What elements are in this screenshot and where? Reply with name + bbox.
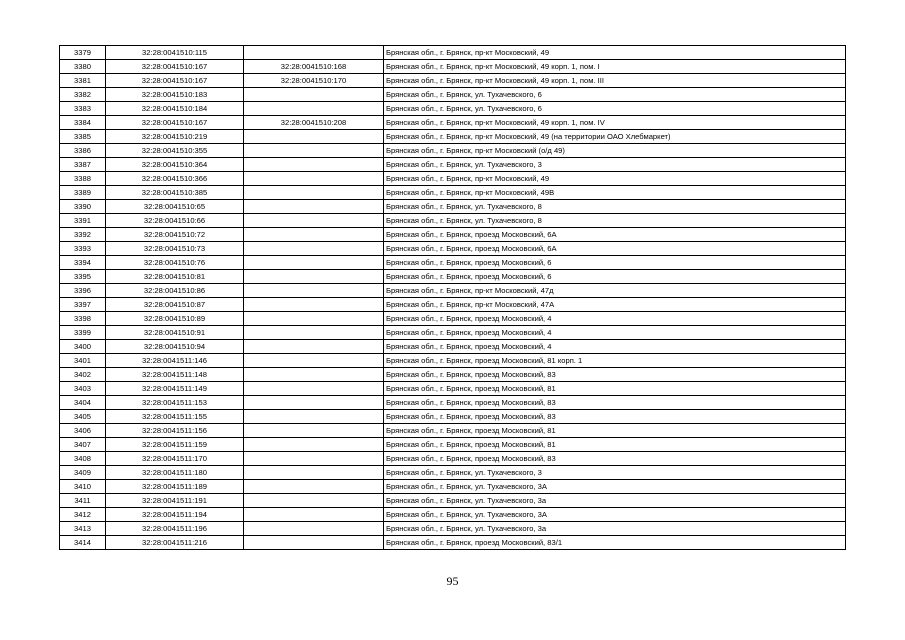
- parent-cadastral-cell: [244, 270, 384, 284]
- table-row: [60, 60, 846, 74]
- cadastral-number-cell: 32:28:0041511:159: [106, 438, 244, 452]
- cadastral-number-cell: 32:28:0041510:219: [106, 130, 244, 144]
- parent-cadastral-cell: [244, 88, 384, 102]
- cadastral-number-cell: 32:28:0041510:65: [106, 200, 244, 214]
- cadastral-number-cell: 32:28:0041511:170: [106, 452, 244, 466]
- parent-cadastral-cell: [244, 242, 384, 256]
- cadastral-number-cell: 32:28:0041511:149: [106, 382, 244, 396]
- address-cell: Брянская обл., г. Брянск, проезд Московский, 81: [384, 438, 846, 452]
- address-cell: Брянская обл., г. Брянск, ул. Тухачевского, 3А: [384, 508, 846, 522]
- parent-cadastral-cell: [244, 46, 384, 60]
- address-cell: Брянская обл., г. Брянск, проезд Московский, 4: [384, 326, 846, 340]
- cadastral-number-cell: 32:28:0041511:191: [106, 494, 244, 508]
- row-number-cell: 3410: [60, 480, 106, 494]
- cadastral-number-cell: 32:28:0041511:156: [106, 424, 244, 438]
- cadastral-number-cell: 32:28:0041511:196: [106, 522, 244, 536]
- address-cell: Брянская обл., г. Брянск, пр-кт Московский, 49 (на территории ОАО Хлебмаркет): [384, 130, 846, 144]
- cadastral-number-cell: 32:28:0041510:183: [106, 88, 244, 102]
- address-cell: Брянская обл., г. Брянск, ул. Тухачевского, 3а: [384, 494, 846, 508]
- address-cell: Брянская обл., г. Брянск, проезд Московский, 83: [384, 396, 846, 410]
- row-number-cell: 3387: [60, 158, 106, 172]
- table-row: [60, 494, 846, 508]
- row-number-cell: 3391: [60, 214, 106, 228]
- address-cell: Брянская обл., г. Брянск, пр-кт Московский, 49: [384, 172, 846, 186]
- address-cell: Брянская обл., г. Брянск, проезд Московский, 81: [384, 382, 846, 396]
- parent-cadastral-cell: 32:28:0041510:168: [244, 60, 384, 74]
- row-number-cell: 3397: [60, 298, 106, 312]
- address-cell: Брянская обл., г. Брянск, ул. Тухачевского, 6: [384, 102, 846, 116]
- table-row: [60, 326, 846, 340]
- table-row: [60, 396, 846, 410]
- row-number-cell: 3398: [60, 312, 106, 326]
- registry-table-body: [60, 46, 846, 550]
- cadastral-number-cell: 32:28:0041510:366: [106, 172, 244, 186]
- row-number-cell: 3411: [60, 494, 106, 508]
- parent-cadastral-cell: [244, 522, 384, 536]
- address-cell: Брянская обл., г. Брянск, проезд Московский, 6: [384, 256, 846, 270]
- row-number-cell: 3383: [60, 102, 106, 116]
- address-cell: Брянская обл., г. Брянск, проезд Московский, 83: [384, 410, 846, 424]
- row-number-cell: 3413: [60, 522, 106, 536]
- cadastral-number-cell: 32:28:0041510:87: [106, 298, 244, 312]
- parent-cadastral-cell: 32:28:0041510:170: [244, 74, 384, 88]
- parent-cadastral-cell: [244, 410, 384, 424]
- cadastral-number-cell: 32:28:0041510:167: [106, 60, 244, 74]
- parent-cadastral-cell: [244, 480, 384, 494]
- address-cell: Брянская обл., г. Брянск, ул. Тухачевского, 8: [384, 200, 846, 214]
- cadastral-number-cell: 32:28:0041511:148: [106, 368, 244, 382]
- parent-cadastral-cell: [244, 284, 384, 298]
- address-cell: Брянская обл., г. Брянск, ул. Тухачевского, 3а: [384, 522, 846, 536]
- parent-cadastral-cell: [244, 326, 384, 340]
- row-number-cell: 3382: [60, 88, 106, 102]
- cadastral-number-cell: 32:28:0041510:81: [106, 270, 244, 284]
- cadastral-number-cell: 32:28:0041510:72: [106, 228, 244, 242]
- address-cell: Брянская обл., г. Брянск, пр-кт Московский, 49В: [384, 186, 846, 200]
- parent-cadastral-cell: [244, 354, 384, 368]
- table-row: [60, 74, 846, 88]
- row-number-cell: 3386: [60, 144, 106, 158]
- address-cell: Брянская обл., г. Брянск, пр-кт Московский (о/д 49): [384, 144, 846, 158]
- row-number-cell: 3408: [60, 452, 106, 466]
- table-row: [60, 46, 846, 60]
- cadastral-number-cell: 32:28:0041511:155: [106, 410, 244, 424]
- parent-cadastral-cell: [244, 452, 384, 466]
- table-row: [60, 102, 846, 116]
- parent-cadastral-cell: [244, 130, 384, 144]
- row-number-cell: 3380: [60, 60, 106, 74]
- cadastral-number-cell: 32:28:0041511:180: [106, 466, 244, 480]
- parent-cadastral-cell: [244, 396, 384, 410]
- row-number-cell: 3381: [60, 74, 106, 88]
- cadastral-number-cell: 32:28:0041511:146: [106, 354, 244, 368]
- parent-cadastral-cell: [244, 424, 384, 438]
- row-number-cell: 3409: [60, 466, 106, 480]
- address-cell: Брянская обл., г. Брянск, ул. Тухачевского, 8: [384, 214, 846, 228]
- cadastral-number-cell: 32:28:0041510:355: [106, 144, 244, 158]
- parent-cadastral-cell: [244, 214, 384, 228]
- parent-cadastral-cell: [244, 312, 384, 326]
- address-cell: Брянская обл., г. Брянск, проезд Московский, 83: [384, 452, 846, 466]
- row-number-cell: 3412: [60, 508, 106, 522]
- row-number-cell: 3404: [60, 396, 106, 410]
- parent-cadastral-cell: [244, 172, 384, 186]
- cadastral-number-cell: 32:28:0041510:167: [106, 74, 244, 88]
- table-row: [60, 228, 846, 242]
- row-number-cell: 3405: [60, 410, 106, 424]
- cadastral-number-cell: 32:28:0041511:194: [106, 508, 244, 522]
- address-cell: Брянская обл., г. Брянск, проезд Московский, 83/1: [384, 536, 846, 550]
- table-row: [60, 466, 846, 480]
- address-cell: Брянская обл., г. Брянск, пр-кт Московский, 47А: [384, 298, 846, 312]
- address-cell: Брянская обл., г. Брянск, ул. Тухачевского, 3: [384, 466, 846, 480]
- address-cell: Брянская обл., г. Брянск, проезд Московский, 81 корп. 1: [384, 354, 846, 368]
- address-cell: Брянская обл., г. Брянск, ул. Тухачевского, 3: [384, 158, 846, 172]
- parent-cadastral-cell: [244, 368, 384, 382]
- address-cell: Брянская обл., г. Брянск, пр-кт Московский, 49 корп. 1, пом. I: [384, 60, 846, 74]
- parent-cadastral-cell: [244, 102, 384, 116]
- cadastral-number-cell: 32:28:0041510:184: [106, 102, 244, 116]
- address-cell: Брянская обл., г. Брянск, ул. Тухачевского, 6: [384, 88, 846, 102]
- cadastral-number-cell: 32:28:0041510:76: [106, 256, 244, 270]
- table-row: [60, 424, 846, 438]
- cadastral-number-cell: 32:28:0041511:153: [106, 396, 244, 410]
- cadastral-number-cell: 32:28:0041510:73: [106, 242, 244, 256]
- table-row: [60, 312, 846, 326]
- parent-cadastral-cell: [244, 200, 384, 214]
- table-row: [60, 410, 846, 424]
- row-number-cell: 3407: [60, 438, 106, 452]
- table-row: [60, 508, 846, 522]
- address-cell: Брянская обл., г. Брянск, ул. Тухачевского, 3А: [384, 480, 846, 494]
- parent-cadastral-cell: [244, 186, 384, 200]
- registry-table: [59, 45, 846, 550]
- table-row: [60, 368, 846, 382]
- table-row: [60, 130, 846, 144]
- table-row: [60, 214, 846, 228]
- address-cell: Брянская обл., г. Брянск, проезд Московский, 6А: [384, 242, 846, 256]
- row-number-cell: 3399: [60, 326, 106, 340]
- row-number-cell: 3395: [60, 270, 106, 284]
- row-number-cell: 3392: [60, 228, 106, 242]
- row-number-cell: 3379: [60, 46, 106, 60]
- row-number-cell: 3388: [60, 172, 106, 186]
- parent-cadastral-cell: [244, 340, 384, 354]
- cadastral-number-cell: 32:28:0041510:94: [106, 340, 244, 354]
- table-row: [60, 242, 846, 256]
- row-number-cell: 3406: [60, 424, 106, 438]
- cadastral-number-cell: 32:28:0041510:91: [106, 326, 244, 340]
- parent-cadastral-cell: 32:28:0041510:208: [244, 116, 384, 130]
- cadastral-number-cell: 32:28:0041510:89: [106, 312, 244, 326]
- address-cell: Брянская обл., г. Брянск, проезд Московский, 6А: [384, 228, 846, 242]
- address-cell: Брянская обл., г. Брянск, проезд Московский, 4: [384, 312, 846, 326]
- parent-cadastral-cell: [244, 438, 384, 452]
- table-row: [60, 270, 846, 284]
- table-row: [60, 480, 846, 494]
- parent-cadastral-cell: [244, 144, 384, 158]
- row-number-cell: 3396: [60, 284, 106, 298]
- table-row: [60, 536, 846, 550]
- parent-cadastral-cell: [244, 494, 384, 508]
- parent-cadastral-cell: [244, 466, 384, 480]
- address-cell: Брянская обл., г. Брянск, пр-кт Московский, 47д: [384, 284, 846, 298]
- table-row: [60, 452, 846, 466]
- table-row: [60, 116, 846, 130]
- parent-cadastral-cell: [244, 228, 384, 242]
- row-number-cell: 3403: [60, 382, 106, 396]
- row-number-cell: 3414: [60, 536, 106, 550]
- table-row: [60, 354, 846, 368]
- table-row: [60, 522, 846, 536]
- address-cell: Брянская обл., г. Брянск, проезд Московский, 81: [384, 424, 846, 438]
- parent-cadastral-cell: [244, 508, 384, 522]
- address-cell: Брянская обл., г. Брянск, проезд Московский, 6: [384, 270, 846, 284]
- row-number-cell: 3385: [60, 130, 106, 144]
- parent-cadastral-cell: [244, 536, 384, 550]
- cadastral-number-cell: 32:28:0041510:385: [106, 186, 244, 200]
- page-number: 95: [446, 574, 459, 588]
- table-row: [60, 88, 846, 102]
- table-row: [60, 256, 846, 270]
- table-row: [60, 144, 846, 158]
- table-row: [60, 186, 846, 200]
- row-number-cell: 3394: [60, 256, 106, 270]
- address-cell: Брянская обл., г. Брянск, пр-кт Московский, 49 корп. 1, пом. III: [384, 74, 846, 88]
- parent-cadastral-cell: [244, 256, 384, 270]
- cadastral-number-cell: 32:28:0041510:167: [106, 116, 244, 130]
- table-row: [60, 340, 846, 354]
- table-row: [60, 438, 846, 452]
- parent-cadastral-cell: [244, 158, 384, 172]
- table-row: [60, 298, 846, 312]
- table-row: [60, 284, 846, 298]
- table-row: [60, 200, 846, 214]
- row-number-cell: 3390: [60, 200, 106, 214]
- table-row: [60, 382, 846, 396]
- address-cell: Брянская обл., г. Брянск, пр-кт Московский, 49: [384, 46, 846, 60]
- cadastral-number-cell: 32:28:0041510:66: [106, 214, 244, 228]
- table-row: [60, 172, 846, 186]
- row-number-cell: 3402: [60, 368, 106, 382]
- row-number-cell: 3389: [60, 186, 106, 200]
- row-number-cell: 3384: [60, 116, 106, 130]
- cadastral-number-cell: 32:28:0041511:216: [106, 536, 244, 550]
- cadastral-number-cell: 32:28:0041510:115: [106, 46, 244, 60]
- row-number-cell: 3401: [60, 354, 106, 368]
- row-number-cell: 3393: [60, 242, 106, 256]
- parent-cadastral-cell: [244, 382, 384, 396]
- cadastral-number-cell: 32:28:0041510:364: [106, 158, 244, 172]
- address-cell: Брянская обл., г. Брянск, пр-кт Московский, 49 корп. 1, пом. IV: [384, 116, 846, 130]
- row-number-cell: 3400: [60, 340, 106, 354]
- cadastral-number-cell: 32:28:0041510:86: [106, 284, 244, 298]
- parent-cadastral-cell: [244, 298, 384, 312]
- address-cell: Брянская обл., г. Брянск, проезд Московский, 4: [384, 340, 846, 354]
- cadastral-number-cell: 32:28:0041511:189: [106, 480, 244, 494]
- address-cell: Брянская обл., г. Брянск, проезд Московский, 83: [384, 368, 846, 382]
- table-row: [60, 158, 846, 172]
